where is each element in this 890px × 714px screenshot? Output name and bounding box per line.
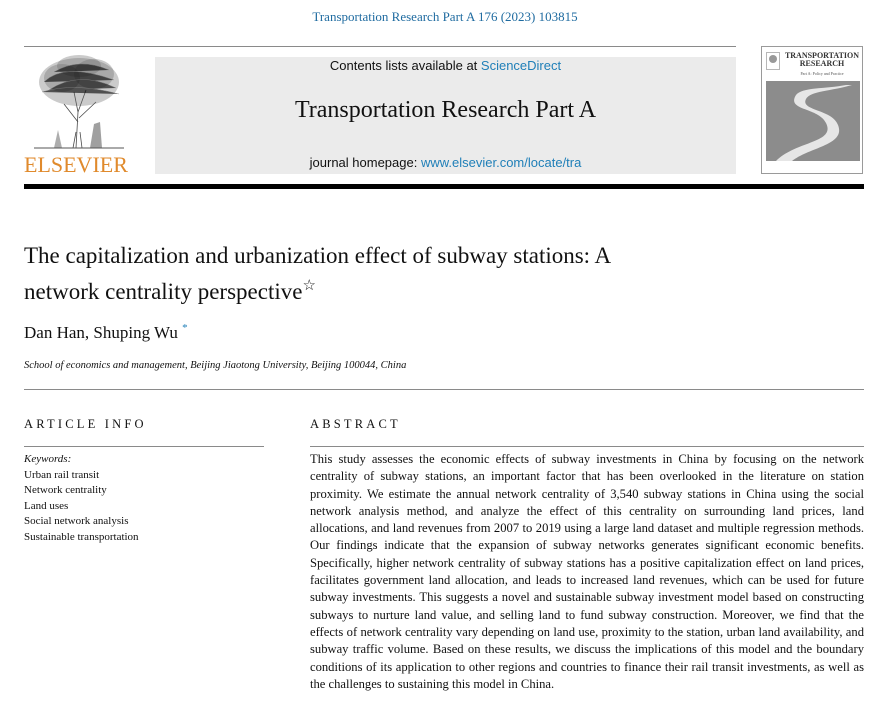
- contents-line: [155, 58, 736, 73]
- article-title-line1: The capitalization and urbanization effect of subway stations: A: [24, 243, 612, 268]
- publisher-name: ELSEVIER: [24, 152, 128, 177]
- homepage-prefix: journal homepage:: [309, 155, 421, 170]
- title-footnote-star[interactable]: ☆: [302, 278, 316, 294]
- keywords-label: Keywords:: [24, 453, 72, 465]
- keywords-block: [24, 452, 264, 546]
- author-name[interactable]: Shuping Wu: [93, 323, 178, 342]
- sciencedirect-link[interactable]: ScienceDirect: [480, 58, 562, 73]
- keyword-item: Urban rail transit: [24, 468, 100, 481]
- journal-cover-thumbnail[interactable]: [761, 46, 863, 174]
- cover-title-line2: RESEARCH: [799, 59, 845, 68]
- affiliation-divider: [24, 389, 864, 390]
- keyword-item: Social network analysis: [24, 515, 129, 528]
- keyword-item: Sustainable transportation: [24, 530, 139, 543]
- header-divider: [24, 46, 736, 47]
- abstract-heading: ABSTRACT: [310, 417, 401, 431]
- cover-title-line1: TRANSPORTATION: [784, 51, 860, 60]
- article-title-line2: network centrality perspective: [24, 279, 303, 304]
- journal-citation[interactable]: Transportation Research Part A 176 (2023) 103815: [312, 9, 578, 24]
- cover-logo-icon: [766, 52, 780, 70]
- article-info-heading: ARTICLE INFO: [24, 417, 147, 431]
- journal-homepage-link[interactable]: www.elsevier.com/locate/tra: [420, 155, 582, 170]
- contents-prefix: Contents lists available at: [329, 58, 481, 73]
- article-info-divider: [24, 446, 264, 447]
- author-list: [24, 322, 188, 343]
- abstract-text: This study assesses the economic effects of subway investments in China by focusing on the network centrality of subway stations, an important factor that has been overlooked in the literature on station proximity. We estimate the annual network centrality of 3,540 subway stations in China using the social network analysis method, and analyze the effect of this centrality on surrounding land prices, land allocations, and land revenues from 2007 to 2019 using a large land dataset and multiple regression methods. Our findings indicate that the expansion of subway networks generates significant economic benefits. Specifically, higher network centrality of subway stations has a positive capitalization effect on land prices, facilitates government land allocation, and leads to increased land revenues, which can be used for future subway investments. This suggests a novel and sustainable subway investment model based on constructing subways to nurture land value, and selling land to fund subway construction. Moreover, we find that the effects of network centrality vary depending on land use, proximity to the station, urban land availability, and subway traffic volume. Based on these results, we discuss the implications of this model and the boundary conditions of its application to other regions and countries to finance their rail transit investments, as well as the challenges to sustaining this model in China.: [310, 452, 864, 691]
- author-name[interactable]: Dan Han: [24, 323, 85, 342]
- winding-road-icon: [766, 81, 860, 167]
- keyword-item: Land uses: [24, 499, 69, 512]
- homepage-line: [155, 155, 736, 170]
- elsevier-logo[interactable]: [24, 52, 134, 178]
- cover-title: [782, 52, 862, 68]
- abstract-divider: [310, 446, 864, 447]
- corresponding-author-mark[interactable]: *: [182, 322, 188, 334]
- tree-emblem-icon: [24, 52, 134, 152]
- author-separator: ,: [84, 323, 94, 342]
- journal-title[interactable]: Transportation Research Part A: [294, 97, 597, 123]
- article-title: [24, 240, 864, 307]
- masthead-bottom-rule: [24, 184, 864, 189]
- keyword-item: Network centrality: [24, 484, 107, 497]
- author-affiliation: School of economics and management, Beijing Jiaotong University, Beijing 100044, China: [24, 360, 407, 371]
- cover-subtitle: Part A: Policy and Practice: [800, 71, 844, 76]
- journal-masthead: [155, 57, 736, 174]
